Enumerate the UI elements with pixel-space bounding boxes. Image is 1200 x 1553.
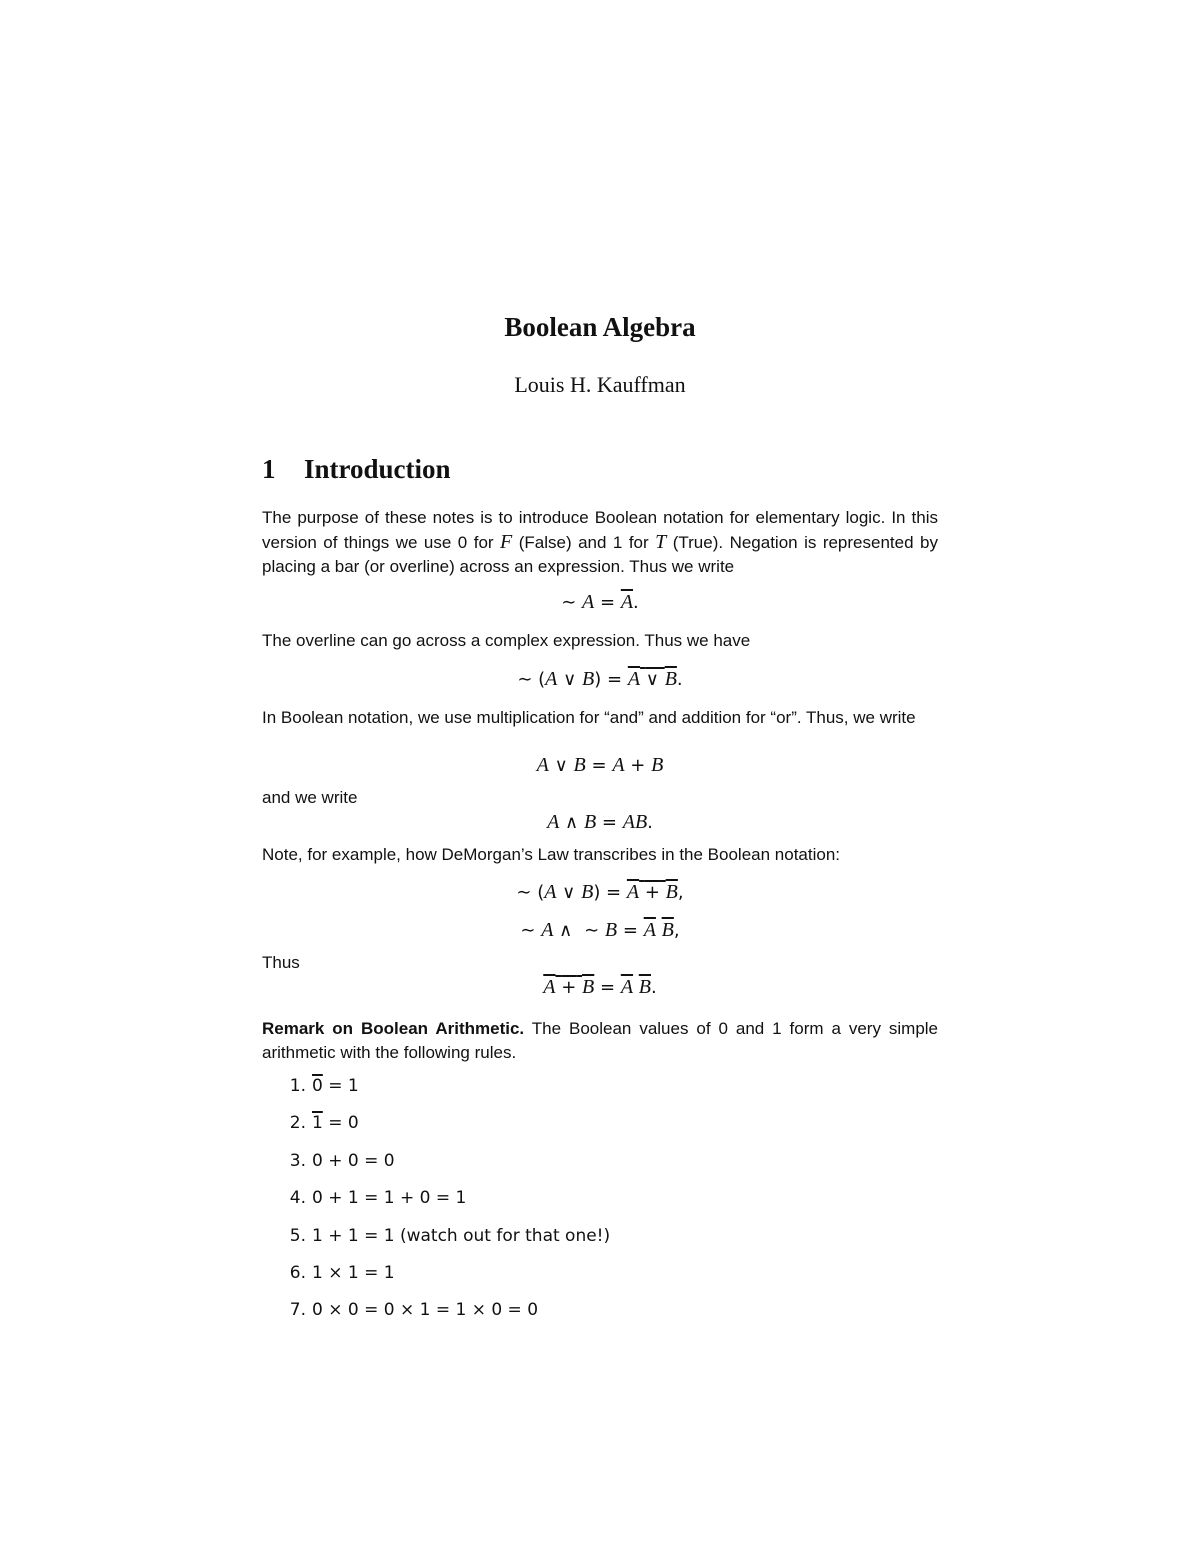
paragraph-intro: The purpose of these notes is to introduce Boolean notation for elementary logic. In this version of things we use 0 for F (False) and 1 for T (True). Negation is represented by placing a bar (or overline) across an expression. Thus we write xyxy=(262,508,938,576)
list-item: 4. 0 + 1 = 1 + 0 = 1 xyxy=(289,1188,467,1209)
remark-paragraph xyxy=(262,1017,938,1065)
document-title: Boolean Algebra xyxy=(504,312,696,342)
paragraph-thus: Thus xyxy=(262,953,300,972)
equation-complex-negation: ∼ (A ∨ B) = A ∨ B. xyxy=(517,668,683,690)
arithmetic-rules-list xyxy=(262,1074,610,1336)
paragraph-overline: The overline can go across a complex expression. Thus we have xyxy=(262,631,751,650)
equation-negation: ∼ $A = \overline{A}$. xyxy=(561,591,639,613)
paragraph-demorgan: Note, for example, how DeMorgan’s Law transcribes in the Boolean notation: xyxy=(262,845,841,864)
remark-text: The Boolean values of 0 and 1 form a very simple arithmetic with the following rules. xyxy=(262,1019,939,1062)
paragraph-and: and we write xyxy=(262,788,358,807)
list-item: 6. 1 × 1 = 1 xyxy=(289,1262,395,1283)
list-item: 2. 1 = 0 xyxy=(289,1113,359,1134)
list-item: 1. 0 = 1 xyxy=(289,1076,359,1096)
equation-and: A ∧ B = AB. xyxy=(547,811,653,833)
equation-demorgan-2: ∼ A ∧ ∼ $B = \overline{A}$ $\overline{B}$, xyxy=(520,919,680,941)
list-item: 3. 0 + 0 = 0 xyxy=(289,1150,395,1171)
list-item: 7. 0 × 0 = 0 × 1 = 1 × 0 = 0 xyxy=(289,1300,539,1321)
remark-heading: Remark on Boolean Arithmetic. xyxy=(262,1019,525,1038)
paragraph-notation: In Boolean notation, we use multiplication for “and” and addition for “or”. Thus, we write xyxy=(262,708,916,727)
equation-demorgan-1: ∼ (A ∨ B) = A + B, xyxy=(516,881,684,903)
equation-demorgan-result: $A + B = \overline{A}$ $\overline{B}$. xyxy=(543,976,657,998)
section-heading xyxy=(262,454,451,485)
section-number: 1 xyxy=(262,454,276,484)
list-item: 5. 1 + 1 = 1 (watch out for that one!) xyxy=(289,1225,611,1246)
equation-or: A ∨ B = A + B xyxy=(536,754,664,776)
section-title: Introduction xyxy=(304,454,451,484)
document-author: Louis H. Kauffman xyxy=(514,372,686,397)
